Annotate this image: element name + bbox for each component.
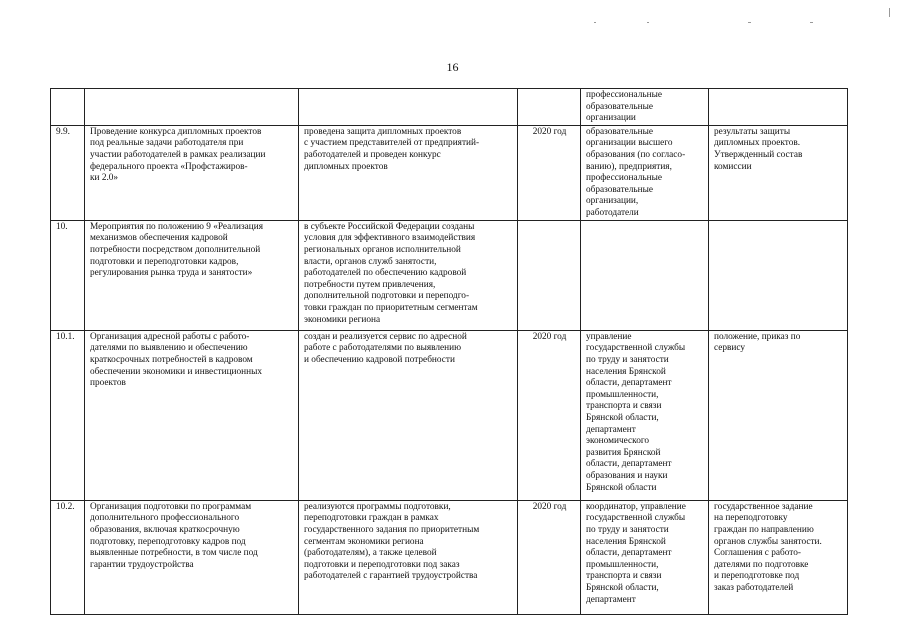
table-row [51, 330, 848, 500]
cell-task: Мероприятия по положению 9 «Реализация механизмов обеспечения кадровой потребности посредством дополнительной подготовки и переподготовки кадров, регулирования рынка труда и занятости» [85, 220, 299, 330]
page-number: 16 [446, 60, 459, 74]
cell-document [709, 220, 848, 330]
cell-year: 2020 год [518, 500, 581, 614]
cell-number [51, 89, 85, 126]
scan-marks [0, 0, 905, 40]
cell-number: 10.2. [51, 500, 85, 614]
cell-year: 2020 год [518, 330, 581, 500]
table-row [51, 500, 848, 614]
cell-result [299, 89, 518, 126]
cell-number: 9.9. [51, 125, 85, 220]
cell-responsible: управление государственной службы по труду и занятости населения Брянской области, департамент промышленности, транспорта и связи Брянской области, департамент экономического развития Брянской области, департамент образования и науки Брянской области [581, 330, 709, 500]
cell-document: положение, приказ по сервису [709, 330, 848, 500]
cell-document [709, 89, 848, 126]
cell-result: создан и реализуется сервис по адресной работе с работодателями по выявлению и обеспечению кадровой потребности [299, 330, 518, 500]
cell-responsible: координатор, управление государственной службы по труду и занятости населения Брянской области, департамент промышленности, транспорта и связи Брянской области, департамент [581, 500, 709, 614]
cell-task: Проведение конкурса дипломных проектов под реальные задачи работодателя при участии работодателей в рамках реализации федерального проекта «Профстажиров- ки 2.0» [85, 125, 299, 220]
cell-year [518, 89, 581, 126]
table-row [51, 125, 848, 220]
cell-result: в субъекте Российской Федерации созданы условия для эффективного взаимодействия региональных органов исполнительной власти, органов служб занятости, работодателей по обеспечению кадровой потребности путем привлечения, дополнительной подготовки и переподго- товки граждан по приоритетным сегментам экономики региона [299, 220, 518, 330]
cell-result: реализуются программы подготовки, переподготовки граждан в рамках государственного задания по приоритетным сегментам экономики региона (работодателям), а также целевой подготовки и переподготовки под заказ работодателей с гарантией трудоустройства [299, 500, 518, 614]
table-row [51, 89, 848, 126]
cell-responsible: образовательные организации высшего образования (по согласо- ванию), предприятия, профессиональные образовательные организации, работодатели [581, 125, 709, 220]
cell-document: государственное задание на переподготовку граждан по направлению органов службы занятости. Соглашения с работо- дателями по подготовке и переподготовке под заказ работодателей [709, 500, 848, 614]
cell-responsible: профессиональные образовательные организации [581, 89, 709, 126]
cell-responsible [581, 220, 709, 330]
table-row [51, 220, 848, 330]
plan-table [50, 88, 848, 615]
cell-task: Организация подготовки по программам дополнительного профессионального образования, включая краткосрочную подготовку, переподготовку кадров под выявленные потребности, в том числе под гарантии трудоустройства [85, 500, 299, 614]
cell-result: проведена защита дипломных проектов с участием представителей от предприятий- работодателей и проведен конкурс дипломных проектов [299, 125, 518, 220]
cell-task [85, 89, 299, 126]
cell-number: 10. [51, 220, 85, 330]
cell-task: Организация адресной работы с работо- дателями по выявлению и обеспечению краткосрочных потребностей в кадровом обеспечении экономики и инвестиционных проектов [85, 330, 299, 500]
cell-year: 2020 год [518, 125, 581, 220]
cell-document: результаты защиты дипломных проектов. Утвержденный состав комиссии [709, 125, 848, 220]
cell-number: 10.1. [51, 330, 85, 500]
cell-year [518, 220, 581, 330]
